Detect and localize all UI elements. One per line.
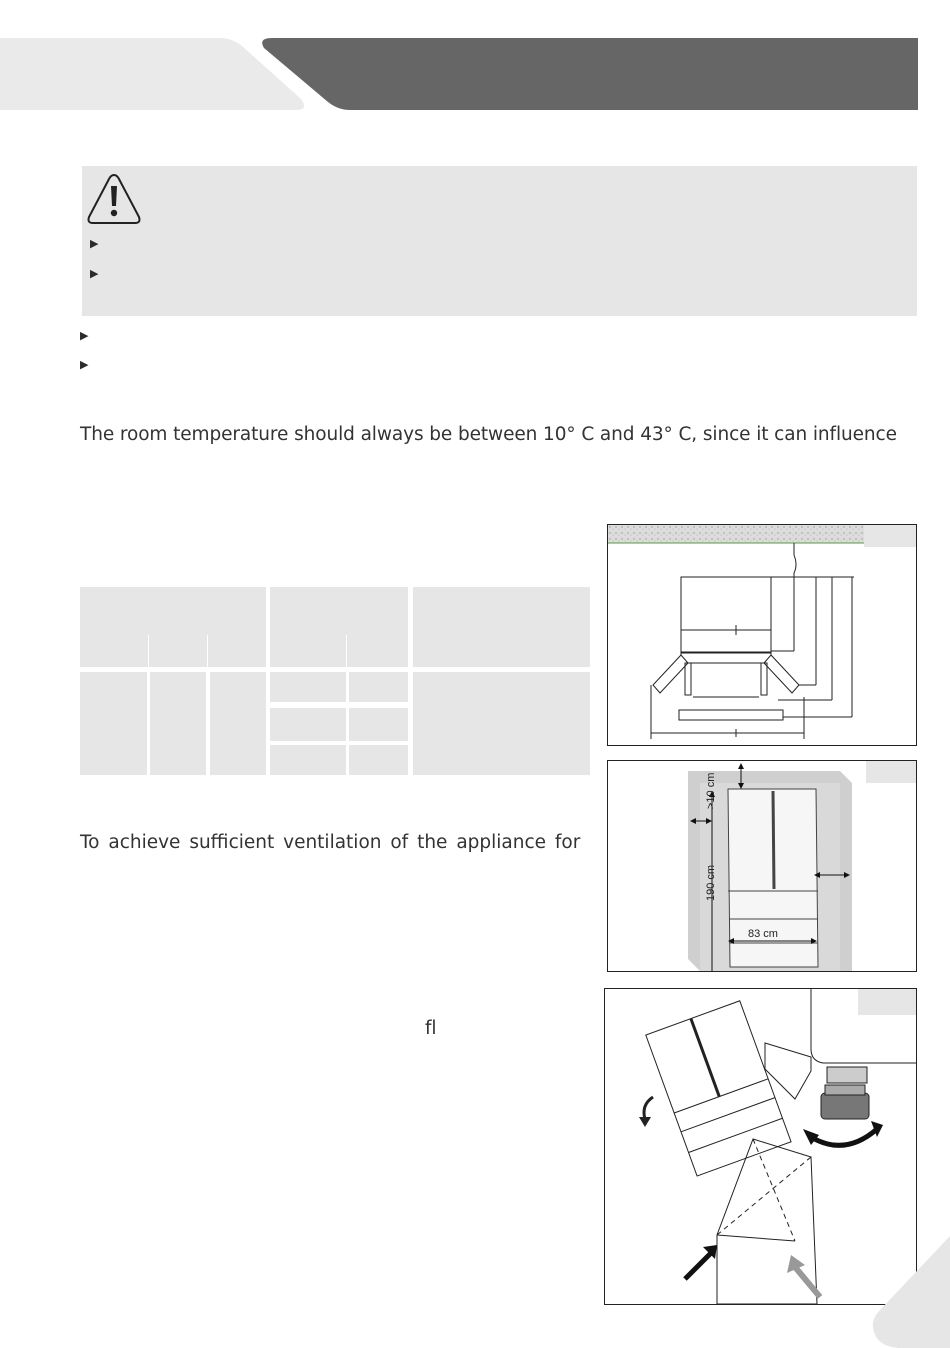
table-header-cell [270, 587, 408, 667]
table-cell [270, 708, 346, 741]
clearance-label: >10 cm [705, 772, 717, 809]
table-cell [270, 672, 346, 702]
table-cell [210, 672, 266, 775]
stray-ligature-text: fl [425, 1018, 437, 1039]
table-cell [349, 672, 408, 702]
figure-niche-clearance [607, 760, 917, 972]
triangle-right-icon: ▶ [80, 358, 89, 371]
warning-panel [82, 166, 917, 316]
climate-table [80, 587, 592, 775]
room-temperature-text: The room temperature should always be between 10° C and 43° C, since it can influence [80, 424, 897, 445]
table-cell [270, 745, 346, 775]
warning-triangle-icon [86, 172, 142, 226]
page-corner-tab [868, 1236, 950, 1348]
door-clearance-diagram [608, 525, 916, 745]
niche-clearance-diagram [608, 761, 916, 971]
triangle-right-icon: ▶ [90, 237, 99, 250]
width-label: 83 cm [748, 928, 778, 940]
triangle-right-icon: ▶ [80, 329, 89, 342]
table-cell [413, 672, 590, 775]
table-header-cell [80, 587, 266, 667]
header-tab-right [258, 38, 918, 110]
height-label: 190 cm [705, 864, 717, 901]
table-cell [150, 672, 206, 775]
table-cell [80, 672, 147, 775]
table-header-cell [413, 587, 590, 667]
figure-door-clearance [607, 524, 917, 746]
ventilation-text: To achieve sufficient ventilation of the appliance for [80, 832, 581, 853]
table-cell [349, 708, 408, 741]
table-cell [349, 745, 408, 775]
triangle-right-icon: ▶ [90, 267, 99, 280]
